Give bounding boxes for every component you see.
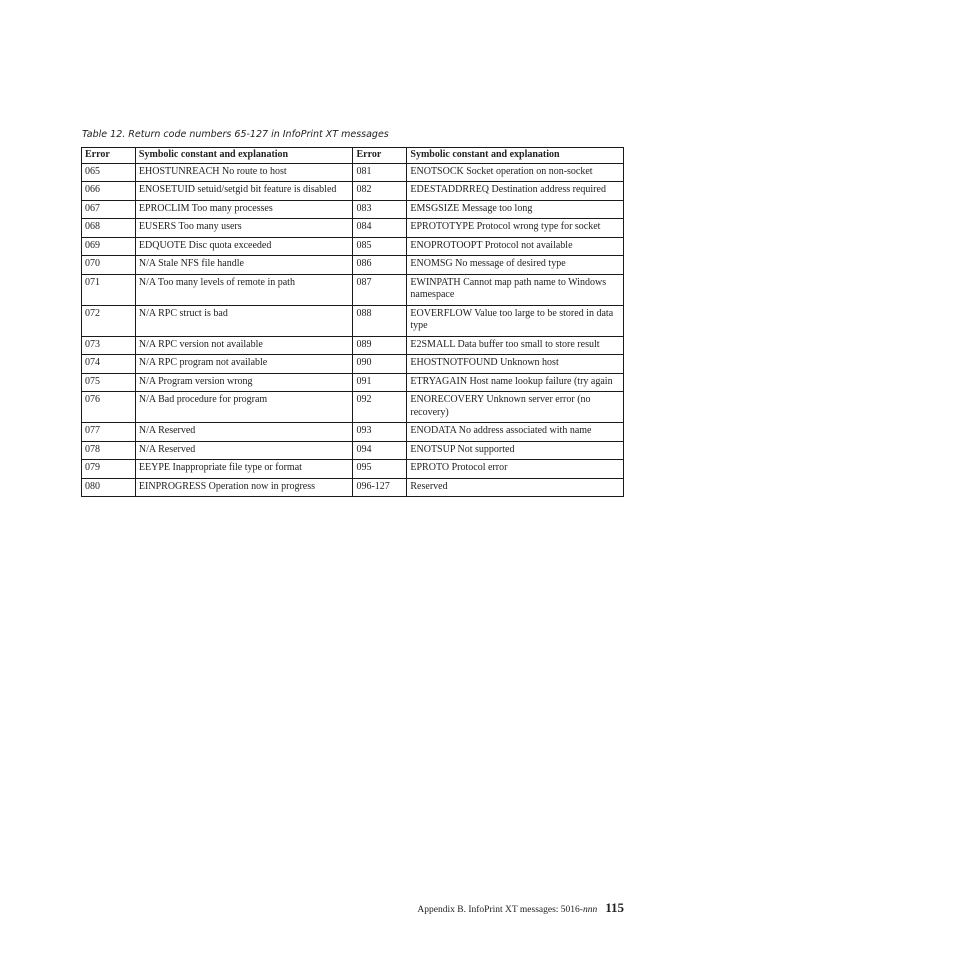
page-footer bbox=[417, 900, 624, 916]
header-error-right: Error bbox=[353, 148, 407, 164]
error-code-right: 090 bbox=[353, 355, 407, 374]
error-code-right: 081 bbox=[353, 163, 407, 182]
explanation-right: ENOTSUP Not supported bbox=[407, 441, 624, 460]
table-row bbox=[82, 373, 624, 392]
explanation-left: N/A Stale NFS file handle bbox=[135, 256, 353, 275]
error-code-right: 087 bbox=[353, 274, 407, 305]
explanation-left: EHOSTUNREACH No route to host bbox=[135, 163, 353, 182]
explanation-left: EDQUOTE Disc quota exceeded bbox=[135, 237, 353, 256]
explanation-left: N/A RPC version not available bbox=[135, 336, 353, 355]
error-code-right: 089 bbox=[353, 336, 407, 355]
table-row bbox=[82, 256, 624, 275]
error-code-right: 082 bbox=[353, 182, 407, 201]
error-code-right: 086 bbox=[353, 256, 407, 275]
table-row bbox=[82, 441, 624, 460]
table-row bbox=[82, 392, 624, 423]
explanation-left: N/A Reserved bbox=[135, 441, 353, 460]
error-code-left: 075 bbox=[82, 373, 136, 392]
error-code-left: 065 bbox=[82, 163, 136, 182]
error-code-right: 085 bbox=[353, 237, 407, 256]
explanation-right: E2SMALL Data buffer too small to store result bbox=[407, 336, 624, 355]
error-code-left: 066 bbox=[82, 182, 136, 201]
explanation-right: Reserved bbox=[407, 478, 624, 497]
table-row bbox=[82, 237, 624, 256]
explanation-right: ENOTSOCK Socket operation on non-socket bbox=[407, 163, 624, 182]
error-code-left: 073 bbox=[82, 336, 136, 355]
error-code-left: 071 bbox=[82, 274, 136, 305]
error-code-right: 084 bbox=[353, 219, 407, 238]
explanation-left: EUSERS Too many users bbox=[135, 219, 353, 238]
error-code-right: 095 bbox=[353, 460, 407, 479]
error-code-left: 067 bbox=[82, 200, 136, 219]
error-code-left: 076 bbox=[82, 392, 136, 423]
table-row bbox=[82, 336, 624, 355]
explanation-left: EEYPE Inappropriate file type or format bbox=[135, 460, 353, 479]
table-row bbox=[82, 274, 624, 305]
explanation-right: EWINPATH Cannot map path name to Windows namespace bbox=[407, 274, 624, 305]
explanation-left: N/A Too many levels of remote in path bbox=[135, 274, 353, 305]
explanation-right: EPROTOTYPE Protocol wrong type for socket bbox=[407, 219, 624, 238]
table-row bbox=[82, 200, 624, 219]
error-code-left: 068 bbox=[82, 219, 136, 238]
explanation-left: N/A Program version wrong bbox=[135, 373, 353, 392]
table-row bbox=[82, 219, 624, 238]
page-number: 115 bbox=[605, 900, 624, 915]
error-code-right: 091 bbox=[353, 373, 407, 392]
explanation-right: ENODATA No address associated with name bbox=[407, 423, 624, 442]
error-code-right: 096-127 bbox=[353, 478, 407, 497]
error-code-left: 074 bbox=[82, 355, 136, 374]
error-code-left: 070 bbox=[82, 256, 136, 275]
explanation-right: EPROTO Protocol error bbox=[407, 460, 624, 479]
explanation-right: ENOMSG No message of desired type bbox=[407, 256, 624, 275]
header-explanation-right: Symbolic constant and explanation bbox=[407, 148, 624, 164]
explanation-right: EOVERFLOW Value too large to be stored in data type bbox=[407, 305, 624, 336]
explanation-left: EINPROGRESS Operation now in progress bbox=[135, 478, 353, 497]
explanation-right: EMSGSIZE Message too long bbox=[407, 200, 624, 219]
explanation-right: ENOPROTOOPT Protocol not available bbox=[407, 237, 624, 256]
explanation-right: ETRYAGAIN Host name lookup failure (try again bbox=[407, 373, 624, 392]
error-code-right: 092 bbox=[353, 392, 407, 423]
explanation-right: EHOSTNOTFOUND Unknown host bbox=[407, 355, 624, 374]
error-code-right: 093 bbox=[353, 423, 407, 442]
header-error-left: Error bbox=[82, 148, 136, 164]
error-code-left: 080 bbox=[82, 478, 136, 497]
explanation-left: N/A Bad procedure for program bbox=[135, 392, 353, 423]
explanation-left: N/A RPC struct is bad bbox=[135, 305, 353, 336]
explanation-left: EPROCLIM Too many processes bbox=[135, 200, 353, 219]
error-code-right: 083 bbox=[353, 200, 407, 219]
error-code-right: 094 bbox=[353, 441, 407, 460]
table-row bbox=[82, 355, 624, 374]
explanation-right: ENORECOVERY Unknown server error (no recovery) bbox=[407, 392, 624, 423]
error-code-left: 079 bbox=[82, 460, 136, 479]
error-code-left: 078 bbox=[82, 441, 136, 460]
footer-suffix: nnn bbox=[582, 905, 598, 915]
footer-text: Appendix B. InfoPrint XT messages: 5016- bbox=[417, 905, 583, 915]
header-explanation-left: Symbolic constant and explanation bbox=[135, 148, 353, 164]
table-body bbox=[82, 163, 624, 497]
table-row bbox=[82, 423, 624, 442]
error-code-right: 088 bbox=[353, 305, 407, 336]
error-code-left: 069 bbox=[82, 237, 136, 256]
table-row bbox=[82, 460, 624, 479]
table-caption: Table 12. Return code numbers 65-127 in InfoPrint XT messages bbox=[82, 129, 389, 140]
error-code-left: 077 bbox=[82, 423, 136, 442]
table-row bbox=[82, 305, 624, 336]
table-row bbox=[82, 163, 624, 182]
explanation-left: ENOSETUID setuid/setgid bit feature is disabled bbox=[135, 182, 353, 201]
table-row bbox=[82, 478, 624, 497]
explanation-left: N/A RPC program not available bbox=[135, 355, 353, 374]
error-code-left: 072 bbox=[82, 305, 136, 336]
return-code-table bbox=[81, 147, 624, 497]
table-row bbox=[82, 182, 624, 201]
table-header-row bbox=[82, 148, 624, 164]
explanation-left: N/A Reserved bbox=[135, 423, 353, 442]
explanation-right: EDESTADDRREQ Destination address required bbox=[407, 182, 624, 201]
